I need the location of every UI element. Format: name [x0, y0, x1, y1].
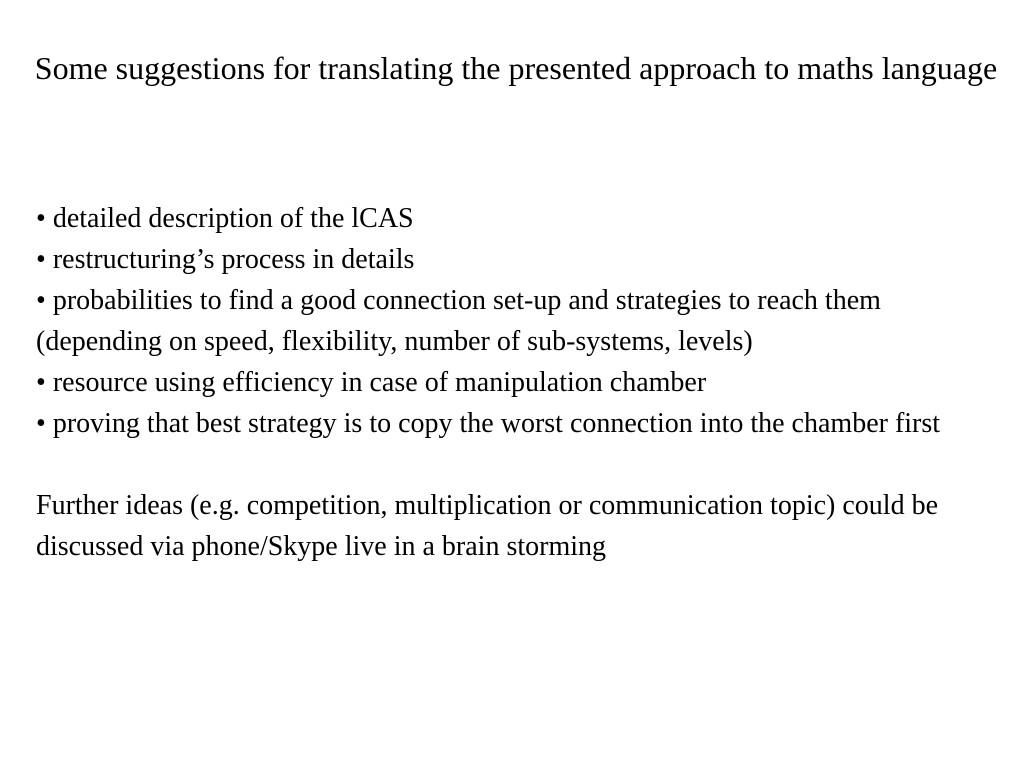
bullet-text: resource using efficiency in case of manipulation chamber	[52, 367, 707, 398]
bullet-item	[36, 403, 1002, 444]
bullet-item	[36, 280, 1002, 362]
bullet-item	[36, 198, 1002, 239]
bullet-mark: •	[36, 367, 46, 398]
bullet-item	[36, 362, 1002, 403]
bullet-mark: •	[36, 203, 46, 234]
bullet-text: restructuring’s process in details	[52, 244, 415, 275]
bullet-text: proving that best strategy is to copy the worst connection into the chamber first	[52, 408, 941, 439]
slide-body	[36, 198, 1002, 567]
bullet-mark: •	[36, 285, 46, 316]
bullet-text: probabilities to find a good connection set-up and strategies to reach them (depending on speed, flexibility, number of sub-systems, levels)	[36, 285, 881, 357]
bullet-text: detailed description of the lCAS	[52, 203, 414, 234]
bullet-mark: •	[36, 244, 46, 275]
closing-paragraph: Further ideas (e.g. competition, multiplication or communication topic) could be discussed via phone/Skype live in a brain storming	[36, 490, 939, 562]
bullet-mark: •	[36, 408, 46, 439]
bullet-item	[36, 239, 1002, 280]
bullet-list	[36, 198, 1002, 444]
slide-title: Some suggestions for translating the presented approach to maths language	[34, 50, 998, 86]
